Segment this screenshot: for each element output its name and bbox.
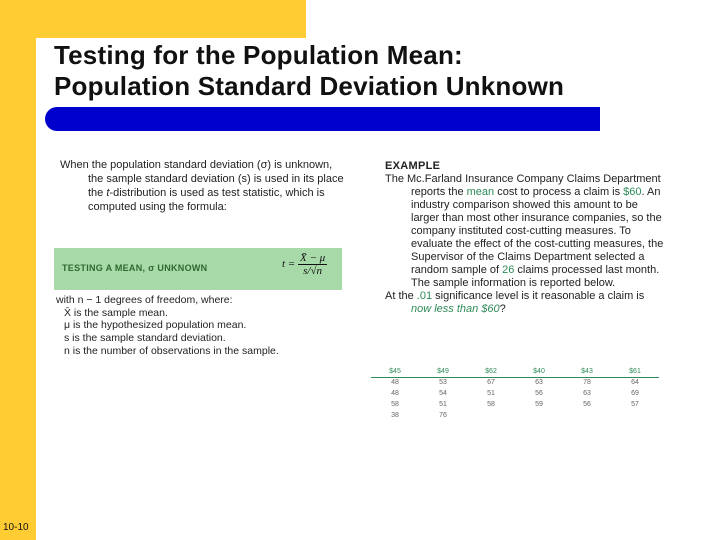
table-cell: 48 xyxy=(391,390,399,397)
formula-numerator: X̄ − μ xyxy=(299,252,326,264)
table-row xyxy=(371,388,659,399)
formula-fraction xyxy=(298,252,327,277)
table-cell: 54 xyxy=(439,390,447,397)
table-cell: $62 xyxy=(467,366,515,377)
table-cell xyxy=(611,410,659,421)
table-cell: 51 xyxy=(439,401,447,408)
intro-paragraph xyxy=(60,158,350,214)
definition-item: n is the number of observations in the sample. xyxy=(64,344,279,357)
table-cell: 59 xyxy=(535,401,543,408)
example-text: cost to process a claim is xyxy=(494,186,624,198)
t-statistic-formula xyxy=(282,252,327,277)
example-heading: EXAMPLE xyxy=(385,160,441,172)
title-underline-bar xyxy=(45,107,600,131)
table-cell: 63 xyxy=(583,390,591,397)
table-cell: $61 xyxy=(611,366,659,377)
formula-lhs: t = xyxy=(282,258,296,271)
table-cell xyxy=(515,410,563,421)
table-cell xyxy=(467,410,515,421)
table-cell: 56 xyxy=(535,390,543,397)
table-cell: 48 xyxy=(391,379,399,387)
example-panel xyxy=(385,160,665,316)
left-accent-bar xyxy=(0,0,36,540)
example-text: At the xyxy=(385,290,417,302)
table-cell: 56 xyxy=(583,401,591,408)
table-header-row xyxy=(371,366,659,377)
title-line-2: Population Standard Deviation Unknown xyxy=(54,71,565,101)
t-symbol: t xyxy=(106,187,110,199)
table-cell: 64 xyxy=(631,379,639,387)
definition-item: s is the sample standard deviation. xyxy=(64,332,226,345)
example-text: . An industry comparison showed this amount to be larger than most other insurance companies, so the company instituted cost-cutting measures. To evaluate the effect of the cost-cutting measures, the Supervisor of the Claims Department selected a random sample of xyxy=(411,186,664,276)
example-text: claims processed last month. The sample information is reported below. xyxy=(411,264,660,289)
table-row xyxy=(371,410,659,421)
slide-number: 10-10 xyxy=(3,522,29,533)
s-symbol: s xyxy=(241,173,247,185)
table-cell: 58 xyxy=(391,401,399,408)
table-cell: 63 xyxy=(535,379,543,387)
table-cell: 58 xyxy=(487,401,495,408)
table-row xyxy=(371,399,659,410)
intro-text-4: -distribution is used as test statistic, which is computed using the formula: xyxy=(88,187,325,213)
table-cell: 51 xyxy=(487,390,495,397)
slide-title xyxy=(54,40,654,102)
table-cell: $40 xyxy=(515,366,563,377)
definition-item: with n − 1 degrees of freedom, where: xyxy=(56,294,233,306)
highlight-60: $60 xyxy=(623,186,642,198)
intro-text-3: ) is used in its place the xyxy=(88,173,344,199)
intro-text-2: ) is unknown, the sample standard deviation ( xyxy=(88,159,333,185)
table-cell: 76 xyxy=(439,412,447,419)
table-cell xyxy=(563,410,611,421)
example-paragraph-1 xyxy=(385,173,665,290)
example-text: significance level is it reasonable a claim is xyxy=(432,290,645,302)
example-text: The Mc.Farland Insurance Company Claims Department reports the xyxy=(385,173,661,198)
table-cell: 53 xyxy=(439,379,447,387)
table-cell: 78 xyxy=(583,379,591,387)
highlight-mean: mean xyxy=(466,186,495,198)
table-cell: 57 xyxy=(631,401,639,408)
formula-box-label: TESTING A MEAN, σ UNKNOWN xyxy=(62,263,208,273)
table-row xyxy=(371,377,659,388)
title-line-1: Testing for the Population Mean: xyxy=(54,40,463,70)
table-cell: $49 xyxy=(419,366,467,377)
top-accent-bar xyxy=(0,0,306,38)
table-cell: 67 xyxy=(487,379,495,387)
highlight-significance: .01 xyxy=(416,290,433,302)
definition-item: X̄ is the sample mean. xyxy=(64,306,168,319)
table-cell: 38 xyxy=(391,412,399,419)
formula-denominator: s/√n xyxy=(303,265,322,277)
sigma-symbol: σ xyxy=(260,159,268,171)
definitions-list xyxy=(56,294,346,358)
table-cell: $45 xyxy=(371,366,419,377)
table-cell: 69 xyxy=(631,390,639,397)
table-cell: $43 xyxy=(563,366,611,377)
highlight-26: 26 xyxy=(502,264,515,276)
definition-item: μ is the hypothesized population mean. xyxy=(64,319,247,332)
highlight-question: now less than $60 xyxy=(411,303,500,315)
sample-data-table xyxy=(371,366,659,421)
example-paragraph-2 xyxy=(385,290,665,316)
example-text: ? xyxy=(499,303,506,315)
intro-text-1: When the population standard deviation ( xyxy=(60,159,261,171)
